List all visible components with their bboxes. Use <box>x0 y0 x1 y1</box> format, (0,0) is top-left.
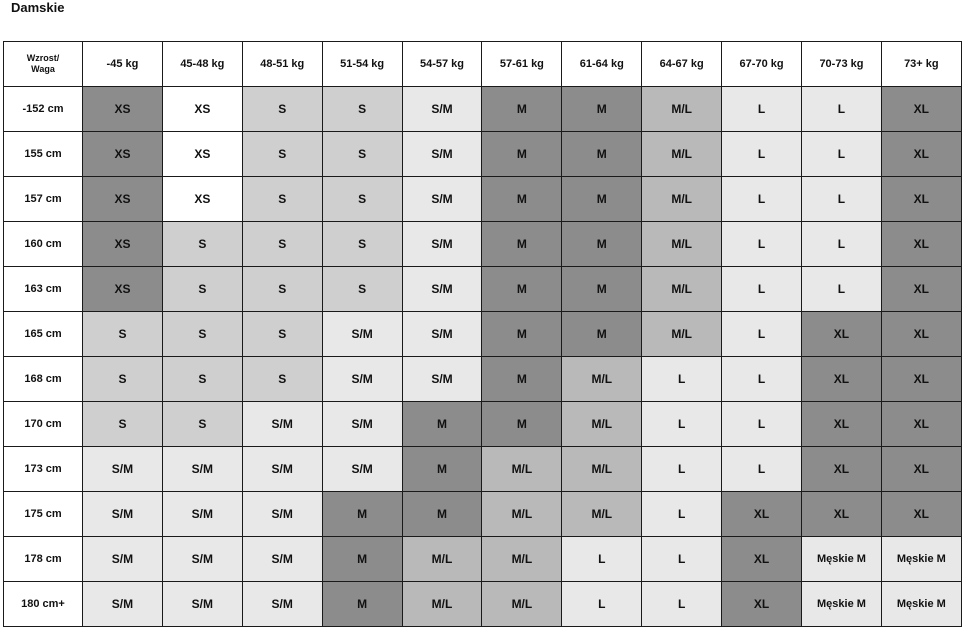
size-cell: L <box>562 582 642 627</box>
table-row <box>4 267 962 312</box>
size-table <box>3 41 962 627</box>
size-cell: Męskie M <box>881 537 961 582</box>
size-cell: Męskie M <box>802 537 882 582</box>
row-header-height: 155 cm <box>4 132 83 177</box>
size-cell: M <box>402 447 482 492</box>
size-cell: S/M <box>83 492 163 537</box>
size-cell: XL <box>881 357 961 402</box>
size-cell: L <box>642 582 722 627</box>
size-cell: L <box>722 132 802 177</box>
column-header-weight: 48-51 kg <box>242 42 322 87</box>
size-cell: M <box>322 582 402 627</box>
size-cell: S <box>242 222 322 267</box>
size-cell: M <box>562 132 642 177</box>
size-cell: S <box>162 267 242 312</box>
size-cell: M <box>482 132 562 177</box>
size-cell: S/M <box>242 582 322 627</box>
size-cell: XL <box>802 357 882 402</box>
column-header-weight: -45 kg <box>83 42 163 87</box>
size-cell: S/M <box>402 312 482 357</box>
size-cell: XS <box>83 222 163 267</box>
size-cell: XL <box>802 312 882 357</box>
size-cell: S/M <box>242 492 322 537</box>
size-cell: S <box>242 357 322 402</box>
size-cell: L <box>642 492 722 537</box>
size-cell: S/M <box>402 267 482 312</box>
size-cell: L <box>642 402 722 447</box>
size-cell: S <box>242 177 322 222</box>
size-cell: XS <box>162 87 242 132</box>
row-header-height: 168 cm <box>4 357 83 402</box>
size-cell: M <box>482 402 562 447</box>
size-cell: S/M <box>402 357 482 402</box>
size-cell: L <box>722 447 802 492</box>
size-cell: M/L <box>562 492 642 537</box>
table-row <box>4 132 962 177</box>
size-cell: XL <box>881 87 961 132</box>
size-cell: S/M <box>322 357 402 402</box>
size-cell: M/L <box>642 222 722 267</box>
size-cell: M <box>402 492 482 537</box>
size-cell: M <box>562 177 642 222</box>
size-cell: M/L <box>642 312 722 357</box>
table-row <box>4 447 962 492</box>
size-cell: S/M <box>242 447 322 492</box>
column-header-weight: 67-70 kg <box>722 42 802 87</box>
table-row <box>4 222 962 267</box>
column-header-weight: 73+ kg <box>881 42 961 87</box>
size-cell: S/M <box>162 492 242 537</box>
size-cell: XS <box>83 87 163 132</box>
corner-header <box>4 42 83 87</box>
size-cell: L <box>802 222 882 267</box>
size-cell: XL <box>802 447 882 492</box>
column-header-weight: 61-64 kg <box>562 42 642 87</box>
row-header-height: 157 cm <box>4 177 83 222</box>
size-cell: M <box>482 357 562 402</box>
size-cell: S <box>242 267 322 312</box>
size-cell: M <box>322 537 402 582</box>
corner-weight-label: Waga <box>31 64 55 74</box>
size-cell: S/M <box>322 402 402 447</box>
size-cell: XL <box>802 492 882 537</box>
size-cell: S/M <box>322 312 402 357</box>
size-cell: XL <box>881 447 961 492</box>
size-cell: M/L <box>402 582 482 627</box>
size-cell: M <box>482 312 562 357</box>
table-header-row <box>4 42 962 87</box>
size-cell: S <box>322 132 402 177</box>
size-cell: M/L <box>642 132 722 177</box>
column-header-weight: 51-54 kg <box>322 42 402 87</box>
size-cell: S/M <box>402 132 482 177</box>
column-header-weight: 57-61 kg <box>482 42 562 87</box>
size-cell: S/M <box>162 582 242 627</box>
size-cell: M <box>562 87 642 132</box>
size-cell: L <box>802 267 882 312</box>
size-cell: M <box>482 87 562 132</box>
size-cell: S <box>322 177 402 222</box>
size-cell: XL <box>881 222 961 267</box>
size-cell: XS <box>162 177 242 222</box>
size-cell: L <box>722 177 802 222</box>
size-cell: Męskie M <box>802 582 882 627</box>
row-header-height: 175 cm <box>4 492 83 537</box>
size-cell: S/M <box>402 222 482 267</box>
size-cell: XS <box>83 132 163 177</box>
size-cell: S <box>322 87 402 132</box>
page-title: Damskie <box>11 0 65 15</box>
column-header-weight: 45-48 kg <box>162 42 242 87</box>
size-cell: XL <box>802 402 882 447</box>
size-cell: S <box>162 222 242 267</box>
table-row <box>4 402 962 447</box>
size-cell: M <box>562 312 642 357</box>
size-cell: XL <box>722 492 802 537</box>
size-cell: S/M <box>322 447 402 492</box>
corner-height-label: Wzrost/ <box>26 53 60 63</box>
size-cell: M/L <box>482 492 562 537</box>
table-body <box>4 87 962 627</box>
size-cell: S <box>242 87 322 132</box>
size-cell: M <box>482 177 562 222</box>
size-cell: M/L <box>402 537 482 582</box>
size-cell: L <box>802 177 882 222</box>
size-cell: XS <box>83 177 163 222</box>
size-cell: L <box>722 267 802 312</box>
size-cell: XS <box>162 132 242 177</box>
size-cell: Męskie M <box>881 582 961 627</box>
row-header-height: 178 cm <box>4 537 83 582</box>
size-cell: S/M <box>162 537 242 582</box>
size-cell: S <box>322 222 402 267</box>
size-cell: XL <box>881 132 961 177</box>
size-cell: L <box>802 87 882 132</box>
size-cell: XL <box>881 177 961 222</box>
size-cell: S/M <box>83 582 163 627</box>
size-cell: S <box>162 357 242 402</box>
row-header-height: 180 cm+ <box>4 582 83 627</box>
row-header-height: 160 cm <box>4 222 83 267</box>
size-cell: S <box>242 312 322 357</box>
table-row <box>4 312 962 357</box>
table-row <box>4 537 962 582</box>
size-cell: L <box>722 222 802 267</box>
size-cell: S <box>83 312 163 357</box>
size-cell: L <box>802 132 882 177</box>
size-cell: M <box>322 492 402 537</box>
size-cell: M <box>482 267 562 312</box>
size-cell: S <box>162 312 242 357</box>
size-cell: XL <box>722 582 802 627</box>
size-cell: S/M <box>162 447 242 492</box>
size-cell: XL <box>722 537 802 582</box>
size-cell: L <box>642 537 722 582</box>
table-row <box>4 87 962 132</box>
size-cell: S <box>242 132 322 177</box>
table-row <box>4 492 962 537</box>
size-cell: XL <box>881 492 961 537</box>
size-cell: S <box>322 267 402 312</box>
size-cell: L <box>642 357 722 402</box>
size-cell: L <box>722 312 802 357</box>
size-cell: L <box>562 537 642 582</box>
size-cell: S/M <box>83 537 163 582</box>
size-cell: M <box>562 267 642 312</box>
size-cell: XL <box>881 267 961 312</box>
size-cell: M <box>402 402 482 447</box>
size-cell: XS <box>83 267 163 312</box>
size-cell: M/L <box>482 537 562 582</box>
size-cell: M/L <box>562 357 642 402</box>
size-cell: M <box>562 222 642 267</box>
size-cell: S <box>162 402 242 447</box>
size-cell: XL <box>881 402 961 447</box>
size-cell: L <box>642 447 722 492</box>
size-cell: L <box>722 402 802 447</box>
size-cell: M/L <box>562 402 642 447</box>
size-cell: M/L <box>482 447 562 492</box>
row-header-height: -152 cm <box>4 87 83 132</box>
table-row <box>4 177 962 222</box>
table-row <box>4 582 962 627</box>
size-cell: L <box>722 87 802 132</box>
size-cell: S/M <box>242 402 322 447</box>
size-cell: S/M <box>402 87 482 132</box>
size-cell: S/M <box>242 537 322 582</box>
size-cell: S <box>83 402 163 447</box>
size-cell: M/L <box>642 87 722 132</box>
row-header-height: 165 cm <box>4 312 83 357</box>
size-cell: XL <box>881 312 961 357</box>
column-header-weight: 54-57 kg <box>402 42 482 87</box>
row-header-height: 170 cm <box>4 402 83 447</box>
size-cell: M/L <box>642 177 722 222</box>
size-cell: M/L <box>562 447 642 492</box>
size-cell: S/M <box>83 447 163 492</box>
row-header-height: 163 cm <box>4 267 83 312</box>
table-row <box>4 357 962 402</box>
column-header-weight: 64-67 kg <box>642 42 722 87</box>
size-cell: M/L <box>642 267 722 312</box>
size-cell: S <box>83 357 163 402</box>
column-header-weight: 70-73 kg <box>802 42 882 87</box>
size-cell: S/M <box>402 177 482 222</box>
size-cell: M <box>482 222 562 267</box>
size-cell: M/L <box>482 582 562 627</box>
size-cell: L <box>722 357 802 402</box>
row-header-height: 173 cm <box>4 447 83 492</box>
